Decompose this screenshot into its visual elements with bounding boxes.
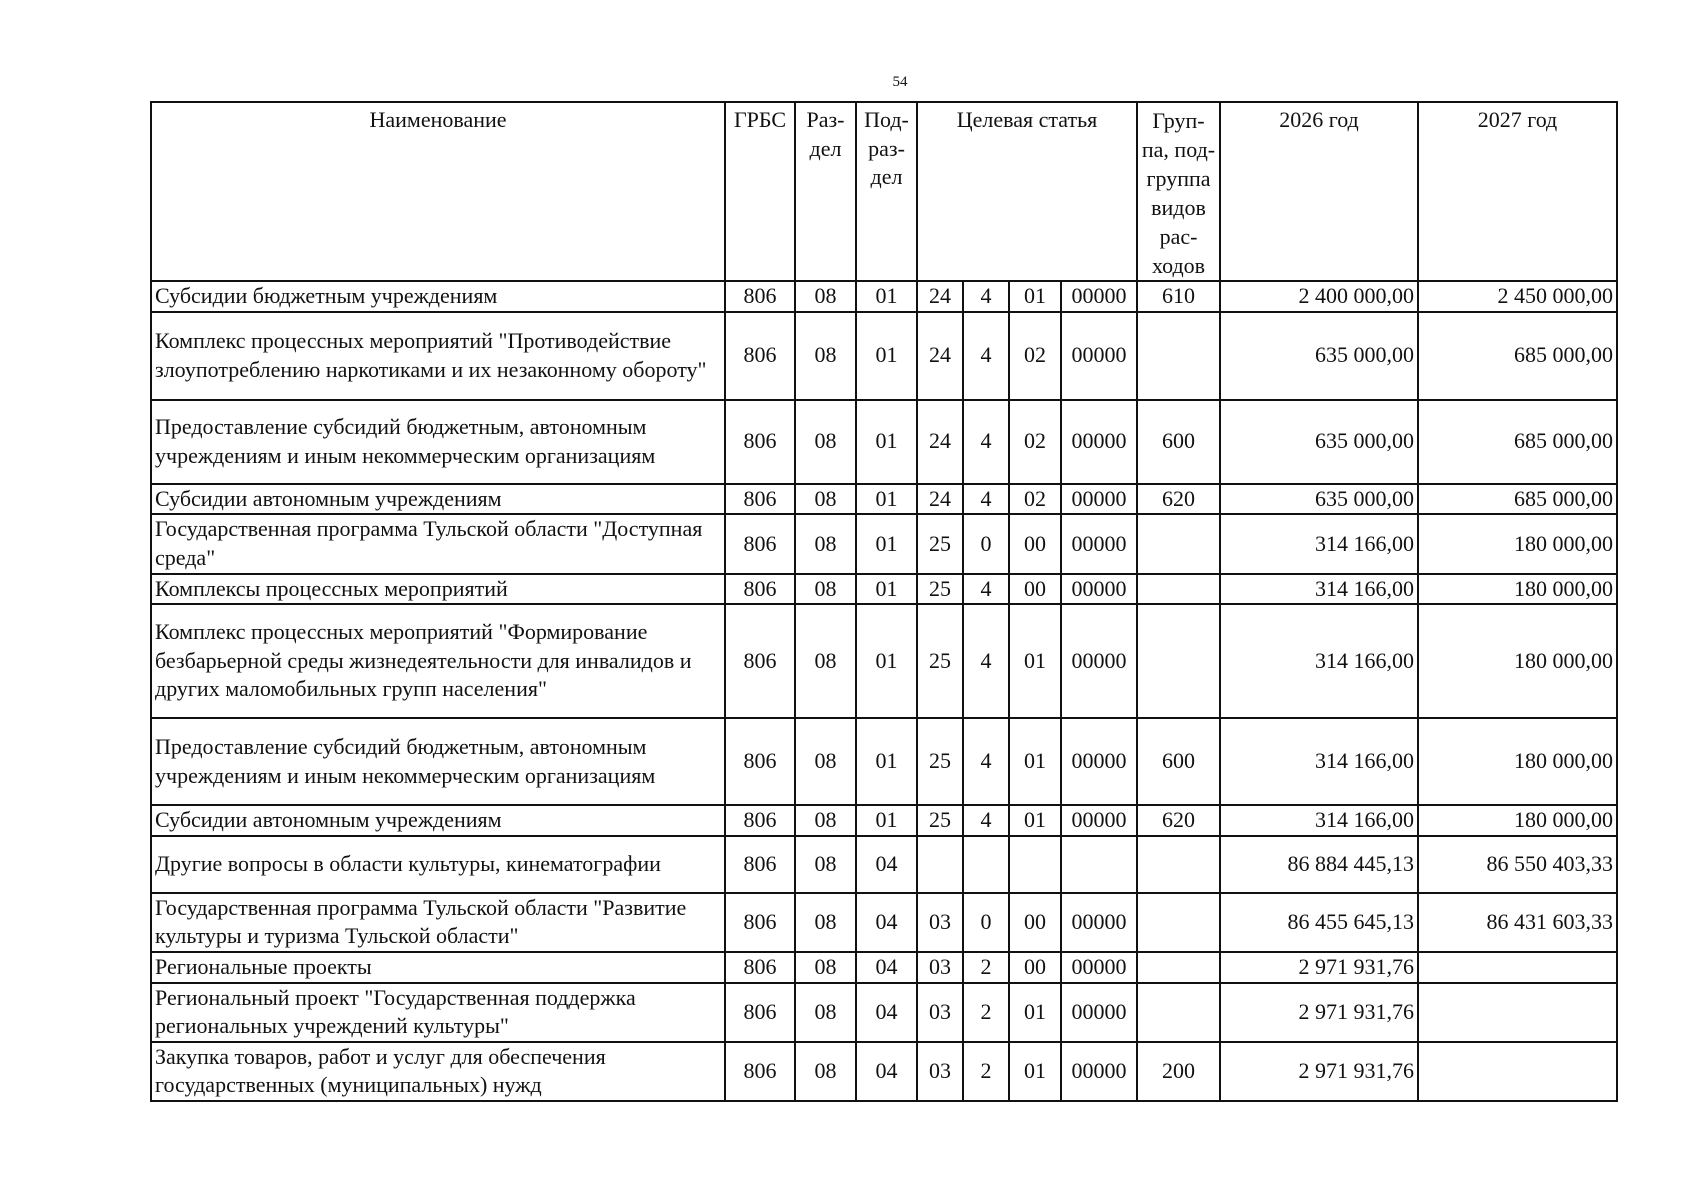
cell-amount-2026: 86 884 445,13	[1220, 836, 1418, 893]
cell-amount-2027: 180 000,00	[1418, 805, 1617, 836]
cell-cs-direction: 00000	[1061, 604, 1137, 718]
cell-cs-program	[917, 836, 963, 893]
cell-cs-direction: 00000	[1061, 484, 1137, 515]
cell-grbs: 806	[725, 893, 795, 952]
cell-razdel: 08	[795, 514, 856, 573]
cell-cs-structural: 01	[1009, 718, 1061, 805]
cell-grbs: 806	[725, 400, 795, 484]
cell-amount-2027: 180 000,00	[1418, 718, 1617, 805]
cell-cs-direction: 00000	[1061, 983, 1137, 1042]
cell-grbs: 806	[725, 1042, 795, 1101]
cell-vid-raskhodov	[1137, 574, 1220, 605]
table-row	[151, 952, 1617, 983]
cell-cs-program: 25	[917, 514, 963, 573]
cell-amount-2027: 86 550 403,33	[1418, 836, 1617, 893]
cell-name: Субсидии бюджетным учреждениям	[151, 281, 725, 312]
cell-grbs: 806	[725, 312, 795, 400]
cell-amount-2027	[1418, 1042, 1617, 1101]
cell-cs-direction: 00000	[1061, 400, 1137, 484]
cell-grbs: 806	[725, 718, 795, 805]
cell-razdel: 08	[795, 983, 856, 1042]
cell-podrazdel: 01	[856, 718, 917, 805]
cell-podrazdel: 01	[856, 312, 917, 400]
cell-grbs: 806	[725, 604, 795, 718]
table-row	[151, 484, 1617, 515]
cell-cs-structural: 01	[1009, 1042, 1061, 1101]
table-row	[151, 514, 1617, 573]
budget-table	[150, 101, 1618, 1102]
cell-cs-program: 25	[917, 604, 963, 718]
cell-vid-raskhodov: 200	[1137, 1042, 1220, 1101]
table-row	[151, 574, 1617, 605]
cell-razdel: 08	[795, 952, 856, 983]
cell-razdel: 08	[795, 1042, 856, 1101]
cell-podrazdel: 04	[856, 893, 917, 952]
cell-vid-raskhodov	[1137, 514, 1220, 573]
cell-cs-structural: 00	[1009, 514, 1061, 573]
cell-amount-2026: 2 971 931,76	[1220, 1042, 1418, 1101]
cell-amount-2026: 635 000,00	[1220, 400, 1418, 484]
cell-amount-2026: 314 166,00	[1220, 718, 1418, 805]
cell-vid-raskhodov: 600	[1137, 400, 1220, 484]
cell-amount-2026: 2 400 000,00	[1220, 281, 1418, 312]
cell-name: Субсидии автономным учреждениям	[151, 805, 725, 836]
cell-vid-raskhodov	[1137, 952, 1220, 983]
cell-grbs: 806	[725, 484, 795, 515]
cell-podrazdel: 01	[856, 281, 917, 312]
cell-podrazdel: 01	[856, 604, 917, 718]
cell-vid-raskhodov	[1137, 983, 1220, 1042]
cell-grbs: 806	[725, 514, 795, 573]
cell-razdel: 08	[795, 400, 856, 484]
cell-name: Региональные проекты	[151, 952, 725, 983]
table-row	[151, 281, 1617, 312]
page-number: 54	[892, 74, 908, 90]
cell-name: Комплекс процессных мероприятий "Формирование безбарьерной среды жизнедеятельности для инвалидов и других маломобильных групп населения"	[151, 604, 725, 718]
cell-cs-type: 0	[963, 514, 1009, 573]
header-name: Наименование	[151, 102, 725, 281]
cell-amount-2027: 180 000,00	[1418, 574, 1617, 605]
cell-cs-structural: 02	[1009, 312, 1061, 400]
cell-cs-type: 4	[963, 484, 1009, 515]
cell-cs-type: 0	[963, 893, 1009, 952]
cell-name: Предоставление субсидий бюджетным, автономным учреждениям и иным некоммерческим организациям	[151, 400, 725, 484]
cell-razdel: 08	[795, 604, 856, 718]
cell-amount-2026: 2 971 931,76	[1220, 983, 1418, 1042]
cell-grbs: 806	[725, 281, 795, 312]
table-row	[151, 400, 1617, 484]
cell-cs-program: 03	[917, 893, 963, 952]
header-2026: 2026 год	[1220, 102, 1418, 281]
cell-cs-direction: 00000	[1061, 718, 1137, 805]
cell-cs-type: 4	[963, 805, 1009, 836]
cell-cs-structural: 01	[1009, 604, 1061, 718]
cell-podrazdel: 04	[856, 983, 917, 1042]
cell-amount-2026: 635 000,00	[1220, 312, 1418, 400]
cell-razdel: 08	[795, 718, 856, 805]
cell-cs-program: 03	[917, 952, 963, 983]
header-gruppa-vidov-raskhodov: Груп- па, под- группа видов рас- ходов	[1137, 102, 1220, 281]
cell-cs-type: 4	[963, 281, 1009, 312]
cell-cs-type: 4	[963, 574, 1009, 605]
cell-cs-direction: 00000	[1061, 514, 1137, 573]
cell-podrazdel: 01	[856, 514, 917, 573]
cell-amount-2026: 314 166,00	[1220, 805, 1418, 836]
cell-amount-2027	[1418, 983, 1617, 1042]
cell-name: Закупка товаров, работ и услуг для обеспечения государственных (муниципальных) нужд	[151, 1042, 725, 1101]
cell-grbs: 806	[725, 574, 795, 605]
cell-cs-structural: 00	[1009, 952, 1061, 983]
cell-cs-type: 4	[963, 604, 1009, 718]
table-row	[151, 893, 1617, 952]
cell-name: Предоставление субсидий бюджетным, автономным учреждениям и иным некоммерческим организациям	[151, 718, 725, 805]
cell-cs-structural: 01	[1009, 983, 1061, 1042]
cell-cs-direction: 00000	[1061, 805, 1137, 836]
cell-cs-program: 03	[917, 1042, 963, 1101]
cell-amount-2027: 685 000,00	[1418, 484, 1617, 515]
cell-podrazdel: 04	[856, 1042, 917, 1101]
cell-razdel: 08	[795, 574, 856, 605]
cell-vid-raskhodov: 600	[1137, 718, 1220, 805]
cell-cs-type: 4	[963, 718, 1009, 805]
cell-razdel: 08	[795, 836, 856, 893]
table-header-row	[151, 102, 1617, 281]
cell-amount-2026: 86 455 645,13	[1220, 893, 1418, 952]
cell-cs-structural: 00	[1009, 893, 1061, 952]
cell-cs-program: 24	[917, 312, 963, 400]
cell-podrazdel: 04	[856, 836, 917, 893]
table-row	[151, 604, 1617, 718]
cell-cs-type: 4	[963, 400, 1009, 484]
cell-vid-raskhodov	[1137, 604, 1220, 718]
cell-cs-type: 4	[963, 312, 1009, 400]
cell-podrazdel: 01	[856, 805, 917, 836]
cell-name: Государственная программа Тульской области "Доступная среда"	[151, 514, 725, 573]
cell-name: Субсидии автономным учреждениям	[151, 484, 725, 515]
header-2027: 2027 год	[1418, 102, 1617, 281]
cell-amount-2027: 685 000,00	[1418, 400, 1617, 484]
cell-razdel: 08	[795, 893, 856, 952]
cell-name: Региональный проект "Государственная поддержка региональных учреждений культуры"	[151, 983, 725, 1042]
cell-cs-program: 25	[917, 574, 963, 605]
cell-amount-2026: 2 971 931,76	[1220, 952, 1418, 983]
table-row	[151, 805, 1617, 836]
cell-cs-program: 25	[917, 805, 963, 836]
cell-vid-raskhodov: 610	[1137, 281, 1220, 312]
cell-cs-structural: 00	[1009, 574, 1061, 605]
cell-grbs: 806	[725, 952, 795, 983]
cell-cs-structural: 02	[1009, 400, 1061, 484]
cell-podrazdel: 01	[856, 484, 917, 515]
cell-cs-type: 2	[963, 983, 1009, 1042]
cell-cs-direction: 00000	[1061, 1042, 1137, 1101]
cell-podrazdel: 01	[856, 400, 917, 484]
cell-razdel: 08	[795, 312, 856, 400]
cell-cs-direction: 00000	[1061, 574, 1137, 605]
cell-cs-structural: 02	[1009, 484, 1061, 515]
cell-vid-raskhodov	[1137, 893, 1220, 952]
cell-cs-program: 25	[917, 718, 963, 805]
header-razdel: Раз- дел	[795, 102, 856, 281]
cell-vid-raskhodov: 620	[1137, 805, 1220, 836]
cell-name: Комплекс процессных мероприятий "Противодействие злоупотреблению наркотиками и их незаконному обороту"	[151, 312, 725, 400]
table-row	[151, 836, 1617, 893]
cell-amount-2027: 2 450 000,00	[1418, 281, 1617, 312]
cell-grbs: 806	[725, 983, 795, 1042]
cell-name: Государственная программа Тульской области "Развитие культуры и туризма Тульской области"	[151, 893, 725, 952]
cell-vid-raskhodov	[1137, 836, 1220, 893]
cell-amount-2026: 314 166,00	[1220, 514, 1418, 573]
cell-vid-raskhodov	[1137, 312, 1220, 400]
table-row	[151, 983, 1617, 1042]
cell-podrazdel: 01	[856, 574, 917, 605]
table-row	[151, 1042, 1617, 1101]
table-row	[151, 718, 1617, 805]
table-row	[151, 312, 1617, 400]
cell-amount-2027	[1418, 952, 1617, 983]
cell-cs-direction: 00000	[1061, 312, 1137, 400]
table-body	[151, 281, 1617, 1101]
cell-cs-program: 03	[917, 983, 963, 1042]
cell-name: Комплексы процессных мероприятий	[151, 574, 725, 605]
cell-razdel: 08	[795, 484, 856, 515]
header-podrazdel: Под- раз- дел	[856, 102, 917, 281]
cell-cs-type	[963, 836, 1009, 893]
cell-cs-structural	[1009, 836, 1061, 893]
cell-razdel: 08	[795, 805, 856, 836]
cell-cs-type: 2	[963, 952, 1009, 983]
cell-cs-type: 2	[963, 1042, 1009, 1101]
cell-cs-direction	[1061, 836, 1137, 893]
header-celevaya-statya: Целевая статья	[917, 102, 1137, 281]
cell-grbs: 806	[725, 805, 795, 836]
cell-grbs: 806	[725, 836, 795, 893]
cell-amount-2026: 635 000,00	[1220, 484, 1418, 515]
cell-cs-direction: 00000	[1061, 952, 1137, 983]
cell-amount-2026: 314 166,00	[1220, 604, 1418, 718]
cell-cs-direction: 00000	[1061, 281, 1137, 312]
cell-cs-program: 24	[917, 400, 963, 484]
cell-amount-2027: 180 000,00	[1418, 604, 1617, 718]
cell-amount-2027: 86 431 603,33	[1418, 893, 1617, 952]
cell-cs-structural: 01	[1009, 281, 1061, 312]
cell-razdel: 08	[795, 281, 856, 312]
cell-amount-2027: 685 000,00	[1418, 312, 1617, 400]
cell-cs-program: 24	[917, 281, 963, 312]
cell-vid-raskhodov: 620	[1137, 484, 1220, 515]
cell-cs-structural: 01	[1009, 805, 1061, 836]
cell-name: Другие вопросы в области культуры, кинематографии	[151, 836, 725, 893]
cell-amount-2026: 314 166,00	[1220, 574, 1418, 605]
cell-cs-program: 24	[917, 484, 963, 515]
header-grbs: ГРБС	[725, 102, 795, 281]
cell-cs-direction: 00000	[1061, 893, 1137, 952]
cell-podrazdel: 04	[856, 952, 917, 983]
cell-amount-2027: 180 000,00	[1418, 514, 1617, 573]
